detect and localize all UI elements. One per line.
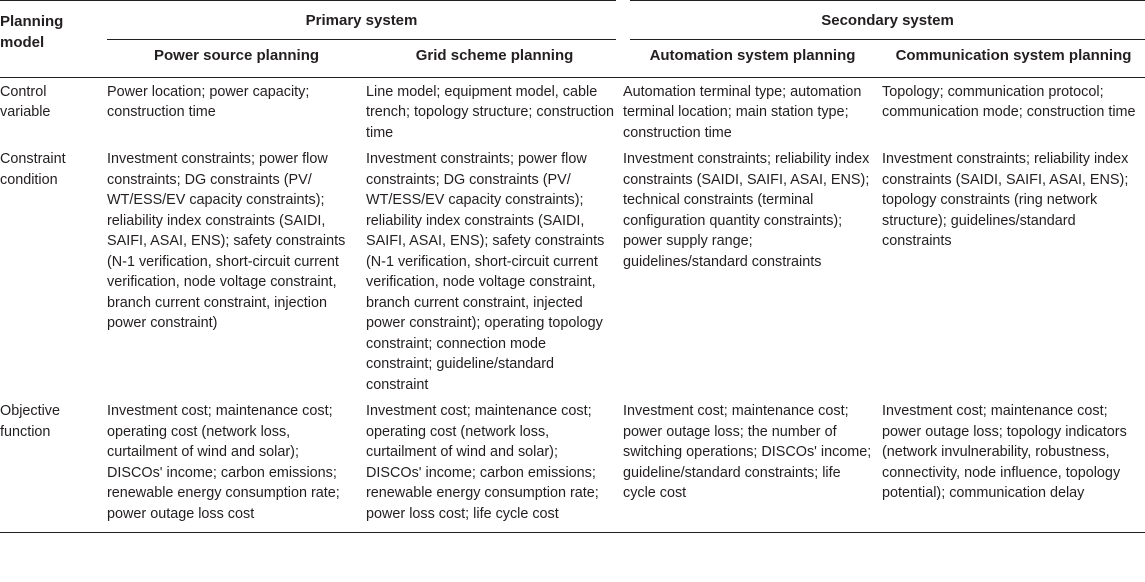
table-cell: Investment cost; maintenance cost; power outage loss; the number of switching operations; DISCOs' income; guideline/standard constraints; life cycle cost bbox=[623, 397, 882, 533]
row-label-control-variable: Control variable bbox=[0, 83, 51, 120]
table-row bbox=[0, 77, 1145, 145]
sub-header-row bbox=[0, 40, 1145, 78]
corner-header: Planning model bbox=[0, 1, 107, 78]
group-header-row bbox=[0, 1, 1145, 40]
row-label-constraint-condition: Constraint condition bbox=[0, 151, 66, 188]
table-cell: Investment constraints; power flow constraints; DG constraints (PV/ WT/ESS/EV capacity constraints); reliability index constraints (SAIDI, SAIFI, ASAI, ENS); safety constraints (N-1 verification, short-circuit current verification, node voltage constraint, branch current constraint, injected power constraint); operating topology constraint; connection mode constraint; guideline/standard constraint bbox=[366, 151, 605, 393]
table-cell: Automation terminal type; automation terminal location; main station type; construction time bbox=[623, 83, 862, 141]
sub-header-grid-scheme: Grid scheme planning bbox=[366, 40, 623, 78]
table-cell: Investment constraints; reliability index constraints (SAIDI, SAIFI, ASAI, ENS); topology constraints (ring network structure); guidelines/standard constraints bbox=[882, 151, 1129, 249]
sub-header-power-source: Power source planning bbox=[107, 40, 366, 78]
sub-header-communication: Communication system planning bbox=[882, 40, 1145, 78]
table-cell: Investment constraints; reliability index constraints (SAIDI, SAIFI, ASAI, ENS); technical constraints (terminal configuration quantity constraints); power supply range; guidelines/standard constraints bbox=[623, 151, 870, 270]
row-label-objective-function: Objective function bbox=[0, 397, 107, 533]
table-cell: Investment constraints; power flow constraints; DG constraints (PV/ WT/ESS/EV capacity constraints); reliability index constraints (SAIDI, SAIFI, ASAI, ENS); safety constraints (N-1 verification, short-circuit current verification, node voltage constraint, branch current constraint, injection power constraint) bbox=[107, 151, 346, 331]
sub-header-automation: Automation system planning bbox=[623, 40, 882, 78]
group-header-primary-label: Primary system bbox=[305, 12, 418, 29]
group-header-secondary bbox=[623, 1, 1145, 40]
table-row bbox=[0, 145, 1145, 397]
table-cell: Investment cost; maintenance cost; operating cost (network loss, curtailment of wind and solar); DISCOs' income; carbon emissions; renewable energy consumption rate; power outage loss cost bbox=[107, 397, 366, 533]
group-header-primary bbox=[107, 1, 623, 40]
table-cell: Power location; power capacity; construction time bbox=[107, 83, 310, 120]
table-cell: Investment cost; maintenance cost; power outage loss; topology indicators (network invulnerability, robustness, connectivity, node influence, topology potential); communication delay bbox=[882, 397, 1145, 533]
table-cell: Line model; equipment model, cable trench; topology structure; construction time bbox=[366, 83, 614, 141]
table-row bbox=[0, 397, 1145, 533]
group-header-secondary-label: Secondary system bbox=[821, 12, 954, 29]
table-cell: Topology; communication protocol; communication mode; construction time bbox=[882, 83, 1136, 120]
table-cell: Investment cost; maintenance cost; operating cost (network loss, curtailment of wind and solar); DISCOs' income; carbon emissions; renewable energy consumption rate; power loss cost; life cycle cost bbox=[366, 397, 623, 533]
